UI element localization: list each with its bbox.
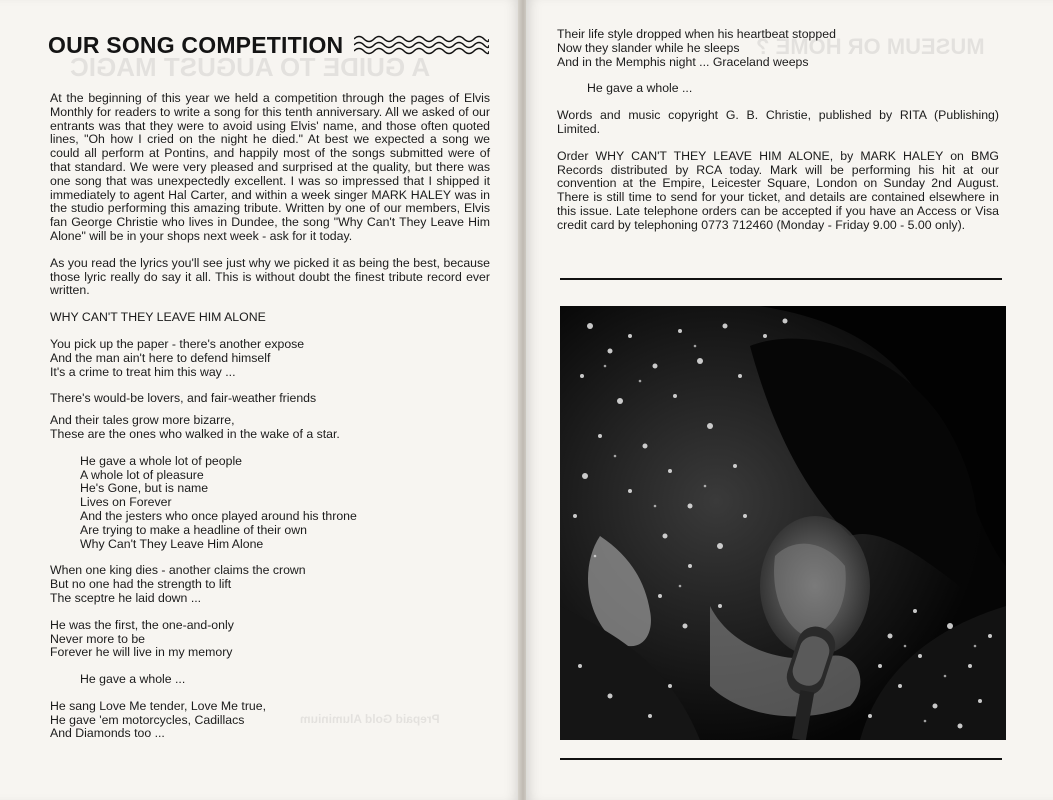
lyric-line: Are trying to make a headline of their own [80, 522, 307, 537]
lyric-line: And the jesters who once played around his throne [80, 508, 357, 523]
divider-rule-bottom [560, 758, 1002, 760]
lyric-line: He sang Love Me tender, Love Me true, [50, 698, 267, 713]
lyric-line: And Diamonds too ... [50, 726, 165, 741]
order-paragraph: Order WHY CAN'T THEY LEAVE HIM ALONE, by MARK HALEY on BMG Records distributed by RCA today. Mark will be performing his hit at our convention at the Empire, Leicester Square, London on Sunday 2nd August. There is still time to send for your ticket, and details are contained elsewhere in this issue. Late telephone orders can be accepted if you have an Access or Visa credit card by telephoning 0773 712460 (Monday - Friday 9.00 - 5.00 only). [557, 148, 999, 232]
lyric-line: A whole lot of pleasure [80, 467, 204, 482]
lyric-line: Lives on Forever [80, 495, 172, 510]
page-title: OUR SONG COMPETITION [48, 32, 344, 58]
lyric-refrain: He gave a whole ... [587, 81, 693, 96]
photo-image [560, 306, 1006, 740]
lyric-line: The sceptre he laid down ... [50, 590, 202, 605]
lyric-line: But no one had the strength to lift [50, 577, 232, 592]
title-row [48, 32, 498, 62]
show-through-text: Prepaid Gold Aluminium [300, 712, 440, 726]
lyric-line: Now they slander while he sleeps [557, 40, 740, 55]
lyric-line: Never more to be [50, 631, 146, 646]
lyric-verse-6 [557, 28, 999, 69]
lyric-line: When one king dies - another claims the crown [50, 563, 306, 578]
lyric-line: He gave 'em motorcycles, Cadillacs [50, 712, 245, 727]
elvis-photo [560, 306, 1006, 740]
show-through-text: A GUIDE TO AUGUST MAGIC [70, 52, 431, 82]
wave-ornament-icon [354, 34, 489, 56]
lyric-line: He was the first, the one-and-only [50, 617, 234, 632]
second-paragraph: As you read the lyrics you'll see just why we picked it as being the best, because those lyric really do say it all. This is without doubt the finest tribute record ever written. [50, 255, 490, 298]
lyric-line: And their tales grow more bizarre, [50, 413, 235, 428]
lyric-line: Their life style dropped when his heartbeat stopped [557, 27, 836, 41]
lyric-line: These are the ones who walked in the wake of a star. [50, 426, 340, 441]
lyric-refrain: He gave a whole ... [80, 672, 186, 687]
article-continuation [557, 28, 999, 233]
lyric-verse-4 [50, 619, 490, 660]
lyric-line: Why Can't They Leave Him Alone [80, 536, 264, 551]
lyric-line: It's a crime to treat him this way ... [50, 364, 236, 379]
lyric-verse-1 [50, 338, 490, 379]
copyright-paragraph: Words and music copyright G. B. Christie, published by RITA (Publishing) Limited. [557, 108, 999, 136]
lyric-line: Forever he will live in my memory [50, 645, 233, 660]
lyric-line: And the man ain't here to defend himself [50, 350, 271, 365]
lyric-verse-3 [50, 564, 490, 605]
intro-paragraph: At the beginning of this year we held a competition through the pages of Elvis Monthly for readers to write a song for this tenth anniversary. All we asked of our entrants was that they were to avoid using Elvis' name, and those often quoted lines, "Oh how I cried on the night he died." At best we expected a song we could all perform at Pontins, and happily most of the songs submitted were of that standard. We were very pleased and surprised at the quality, but there was one song that was unexpectedly excellent. I was so impressed that I shipped it immediately to agent Hal Carter, and within a week singer MARK HALEY was in the studio performing this amazing tribute. Written by one of our members, Elvis fan George Christie who lives in Dundee, the song "Why Can't They Leave Him Alone" will be in your shops next week - ask for it today. [50, 91, 490, 243]
lyric-line: He's Gone, but is name [80, 481, 209, 496]
lyric-line: There's would-be lovers, and fair-weather friends [50, 391, 317, 406]
lyric-line: He gave a whole lot of people [80, 453, 243, 468]
article-column [50, 92, 490, 741]
song-title: WHY CAN'T THEY LEAVE HIM ALONE [50, 310, 266, 325]
lyric-chorus [50, 455, 490, 552]
lyric-line: You pick up the paper - there's another expose [50, 336, 305, 351]
left-page [0, 0, 520, 800]
lyric-line: And in the Memphis night ... Graceland weeps [557, 54, 809, 69]
divider-rule [560, 278, 1002, 280]
show-through-text: MUSEUM OR HOME ? [756, 34, 985, 59]
lyric-verse-2 [50, 392, 490, 441]
